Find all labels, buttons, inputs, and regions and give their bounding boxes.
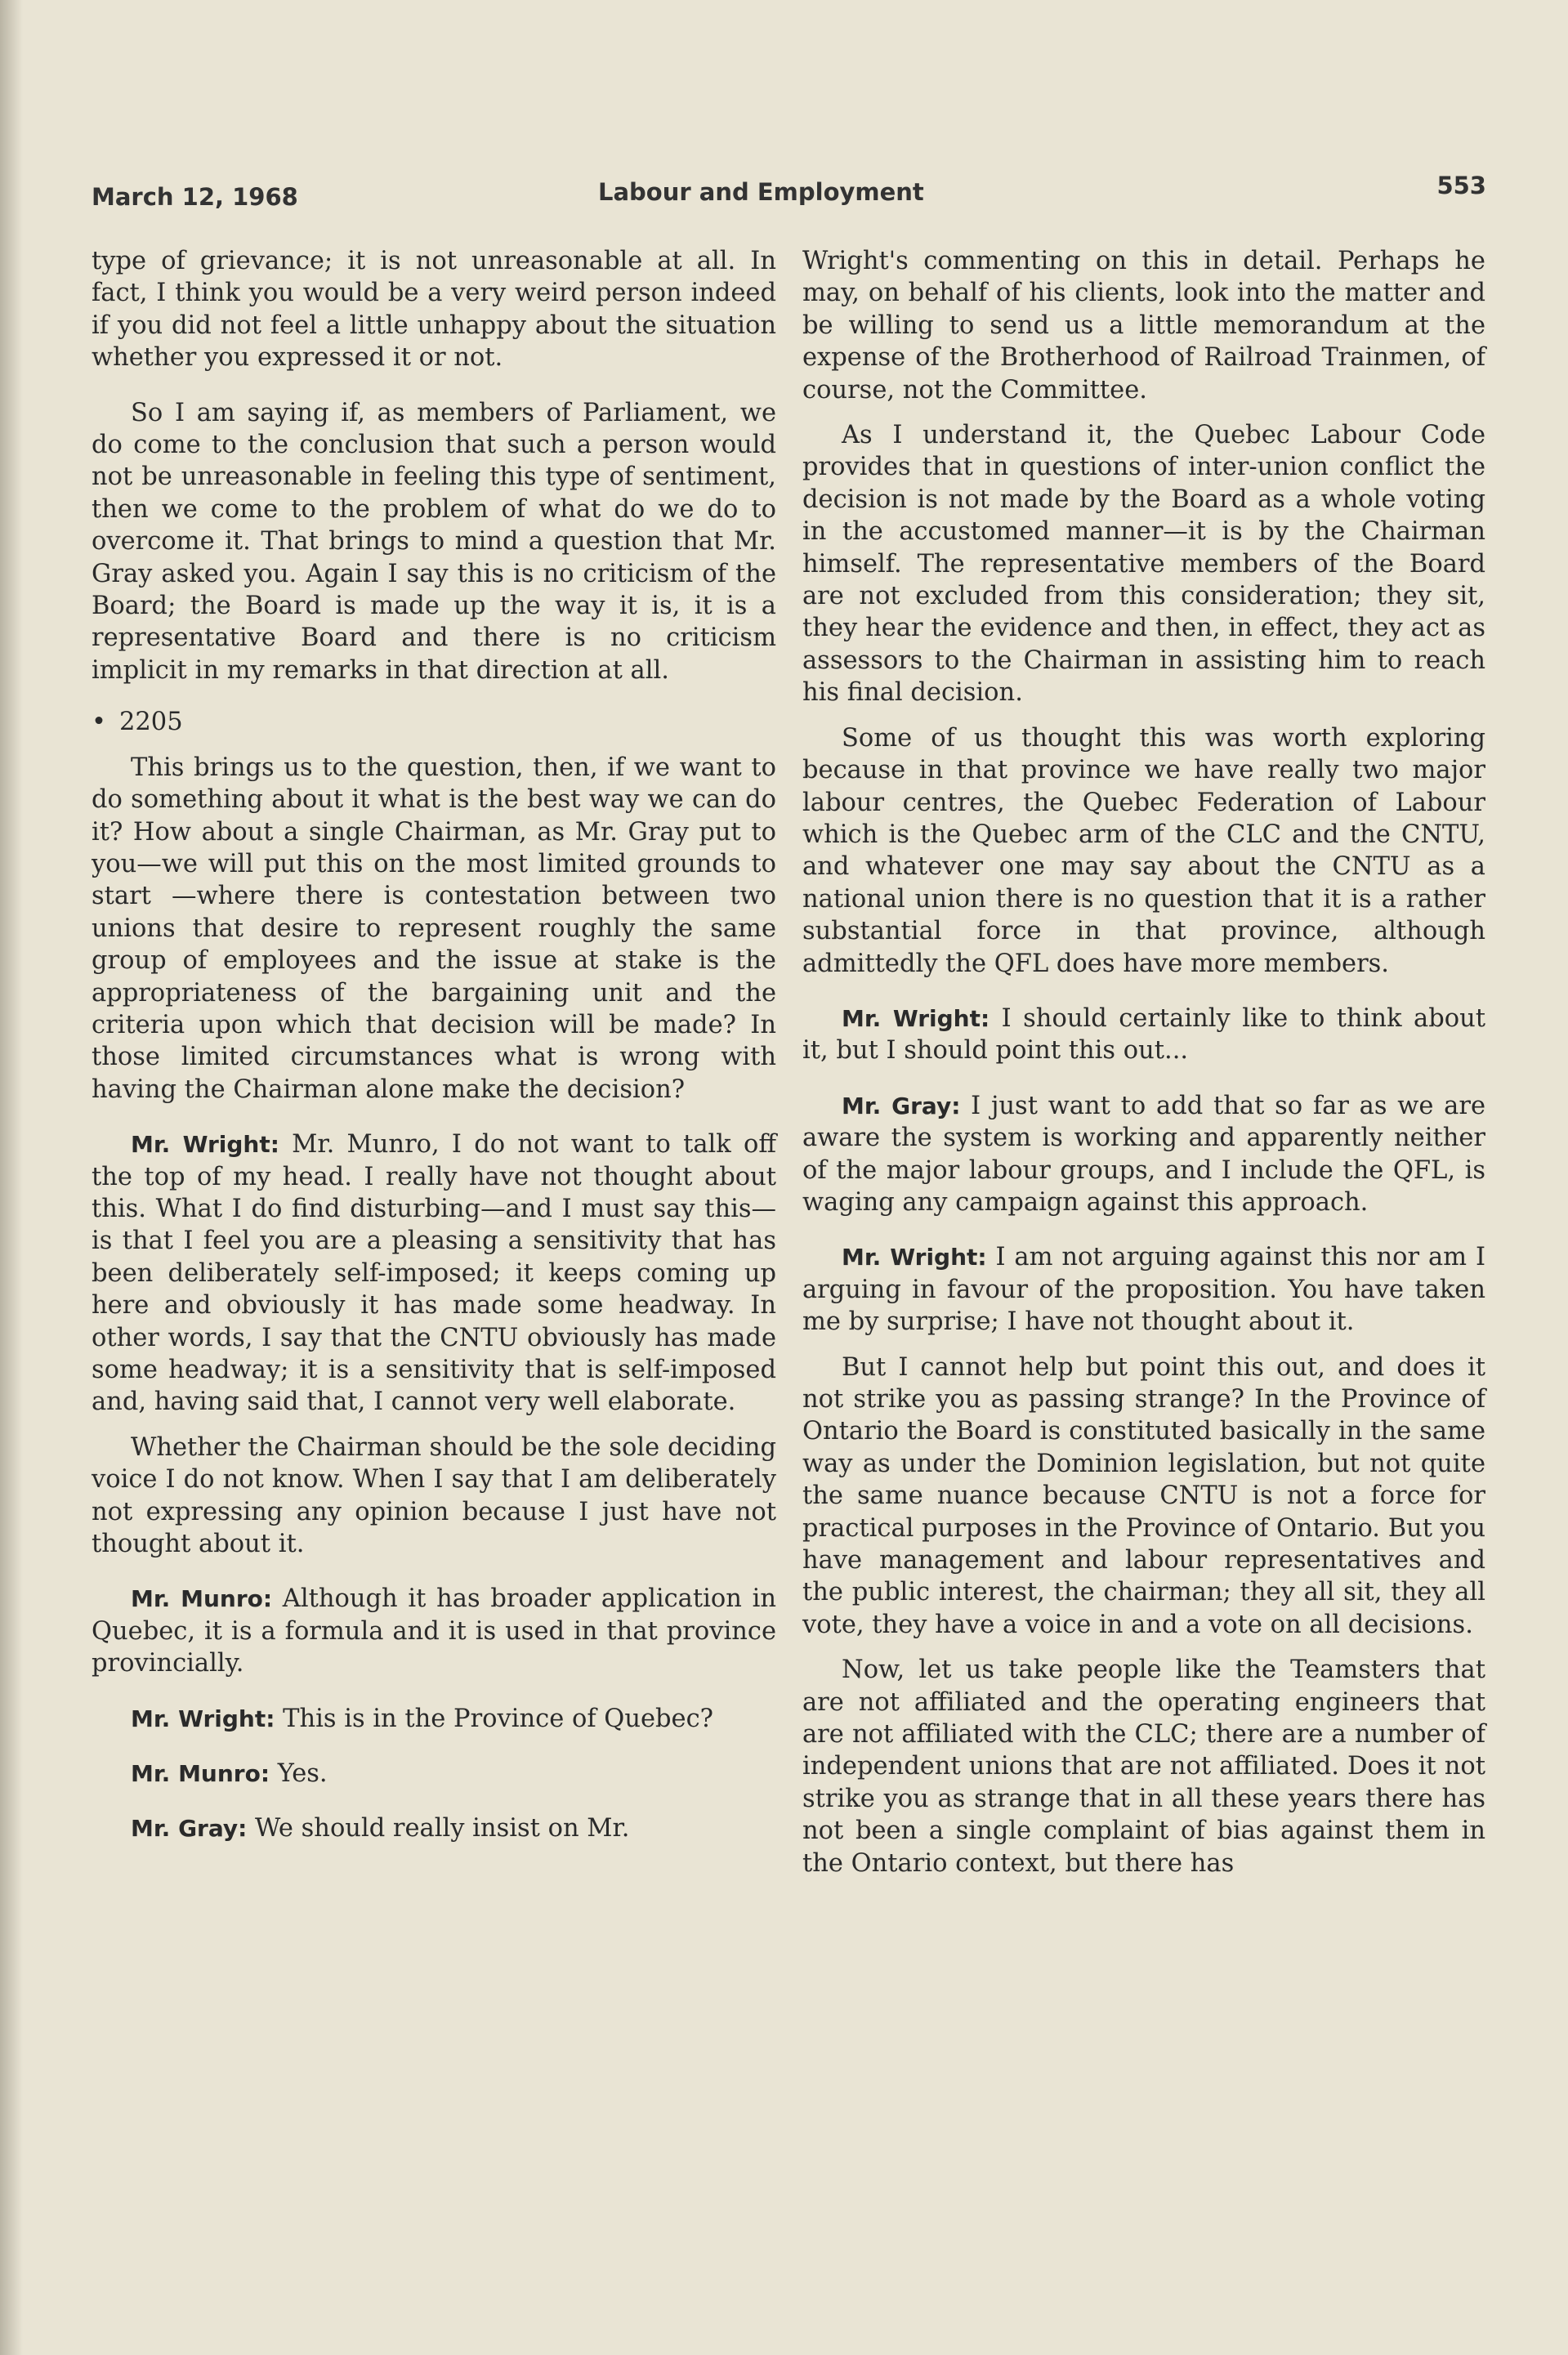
speaker-paragraph — [802, 1241, 1485, 1338]
speech-text: We should really insist on Mr. — [247, 1814, 630, 1843]
speaker-paragraph — [92, 1758, 776, 1790]
speech-text: Yes. — [270, 1759, 328, 1789]
left-column — [92, 245, 776, 1845]
header-title: Labour and Employment — [598, 178, 924, 206]
speaker-paragraph — [92, 1812, 776, 1844]
paragraph: So I am saying if, as members of Parliament, we do come to the conclusion that such a person would not be unreasonable in feeling this type of sentiment, then we come to the problem of what do we do to overcome it. That brings to mind a question that Mr. Gray asked you. Again I say this is no criticism of the Board; the Board is made up the way it is, it is a representative Board and there is no criticism implicit in my remarks in that direction at all. — [92, 398, 776, 685]
paragraph: As I understand it, the Quebec Labour Code provides that in questions of inter-union conflict the decision is not made by the Board as a whole voting in the accustomed manner—it is by the Chairman himself. The representative members of the Board are not excluded from this consideration; they sit, they hear the evidence and then, in effect, they act as assessors to the Chairman in assisting him to reach his final decision. — [802, 421, 1485, 708]
speaker-paragraph — [92, 1128, 776, 1419]
speaker-name: Mr. Munro: — [131, 1585, 273, 1613]
right-column — [802, 245, 1485, 1879]
page-number: 553 — [1436, 172, 1486, 199]
paragraph: This brings us to the question, then, if we want to do something about it what is the best way we can do it? How about a single Chairman, as Mr. Gray put to you—we will put this on the most limited grounds to start —where there is contestation between two unions that desire to represent roughly the same group of employees and the issue at stake is the appropriateness of the bargaining unit and the criteria upon which that decision will be made? In those limited circumstances what is wrong with having the Chairman alone make the decision? — [92, 753, 776, 1104]
speaker-name: Mr. Wright: — [131, 1131, 279, 1159]
binding-shadow — [0, 0, 23, 2355]
speaker-paragraph — [802, 1090, 1485, 1219]
header-date: March 12, 1968 — [92, 183, 298, 211]
speaker-name: Mr. Wright: — [131, 1705, 275, 1732]
speech-text: This is in the Province of Quebec? — [275, 1704, 714, 1733]
marker-number: 2205 — [119, 708, 183, 737]
speech-text: Mr. Munro, I do not want to talk off the top of my head. I really have not thought about this. What I do find disturbing—and I must say this—is that I feel you are a pleasing a sensitivity that has been deliberately self-imposed; it keeps coming up here and obviously it has made some headway. In other words, I say that the CNTU obviously has made some headway; it is a sensitivity that is self-imposed and, having said that, I cannot very well elaborate. — [92, 1130, 776, 1417]
page-header — [92, 172, 1486, 221]
speaker-name: Mr. Gray: — [131, 1815, 248, 1843]
speaker-name: Mr. Gray: — [842, 1092, 961, 1119]
paragraph: Wright's commenting on this in detail. Perhaps he may, on behalf of his clients, look into the matter and be willing to send us a little memorandum at the expense of the Brotherhood of Railroad Trainmen, of course, not the Committee. — [802, 247, 1485, 404]
paragraph: Whether the Chairman should be the sole deciding voice I do not know. When I say that I am deliberately not expressing any opinion because I just have not thought about it. — [92, 1432, 776, 1559]
speaker-name: Mr. Wright: — [842, 1244, 987, 1271]
speaker-paragraph — [802, 1003, 1485, 1067]
bullet-icon: • — [92, 708, 106, 737]
speaker-paragraph — [92, 1583, 776, 1679]
paragraph: Some of us thought this was worth exploring because in that province we have really two major labour centres, the Quebec Federation of Labour which is the Quebec arm of the CLC and the CNTU, and whatever one may say about the CNTU as a national union there is no question that it is a rather substantial force in that province, although admittedly the QFL does have more members. — [802, 723, 1485, 978]
section-marker — [92, 706, 776, 738]
speaker-name: Mr. Munro: — [131, 1760, 270, 1788]
paragraph: But I cannot help but point this out, and does it not strike you as passing strange? In the Province of Ontario the Board is constituted basically in the same way as under the Dominion legislation, but not quite the same nuance because CNTU is not a force for practical purposes in the Province of Ontario. But you have management and labour representatives and the public interest, the chairman; they all sit, they all vote, they have a voice in and a vote on all decisions. — [802, 1352, 1485, 1639]
speech-text: I am not arguing against this nor am I arguing in favour of the proposition. You have taken me by surprise; I have not thought about it. — [802, 1243, 1485, 1337]
speaker-paragraph — [92, 1703, 776, 1735]
speech-text: I just want to add that so far as we are aware the system is working and apparently neither of the major labour groups, and I include the QFL, is waging any campaign against this approach. — [802, 1091, 1485, 1217]
paragraph: type of grievance; it is not unreasonable at all. In fact, I think you would be a very weird person indeed if you did not feel a little unhappy about the situation whether you expressed it or not. — [92, 247, 776, 373]
speaker-name: Mr. Wright: — [842, 1004, 990, 1032]
speech-text: I should certainly like to think about it, but I should point this out... — [802, 1003, 1485, 1066]
paragraph: Now, let us take people like the Teamsters that are not affiliated and the operating engineers that are not affiliated with the CLC; there are a number of independent unions that are not affiliated. Does it not strike you as strange that in all these years there has not been a single complaint of bias against them in the Ontario context, but there has — [802, 1656, 1485, 1878]
speech-text: Although it has broader application in Quebec, it is a formula and it is used in that province provincially. — [92, 1584, 776, 1678]
